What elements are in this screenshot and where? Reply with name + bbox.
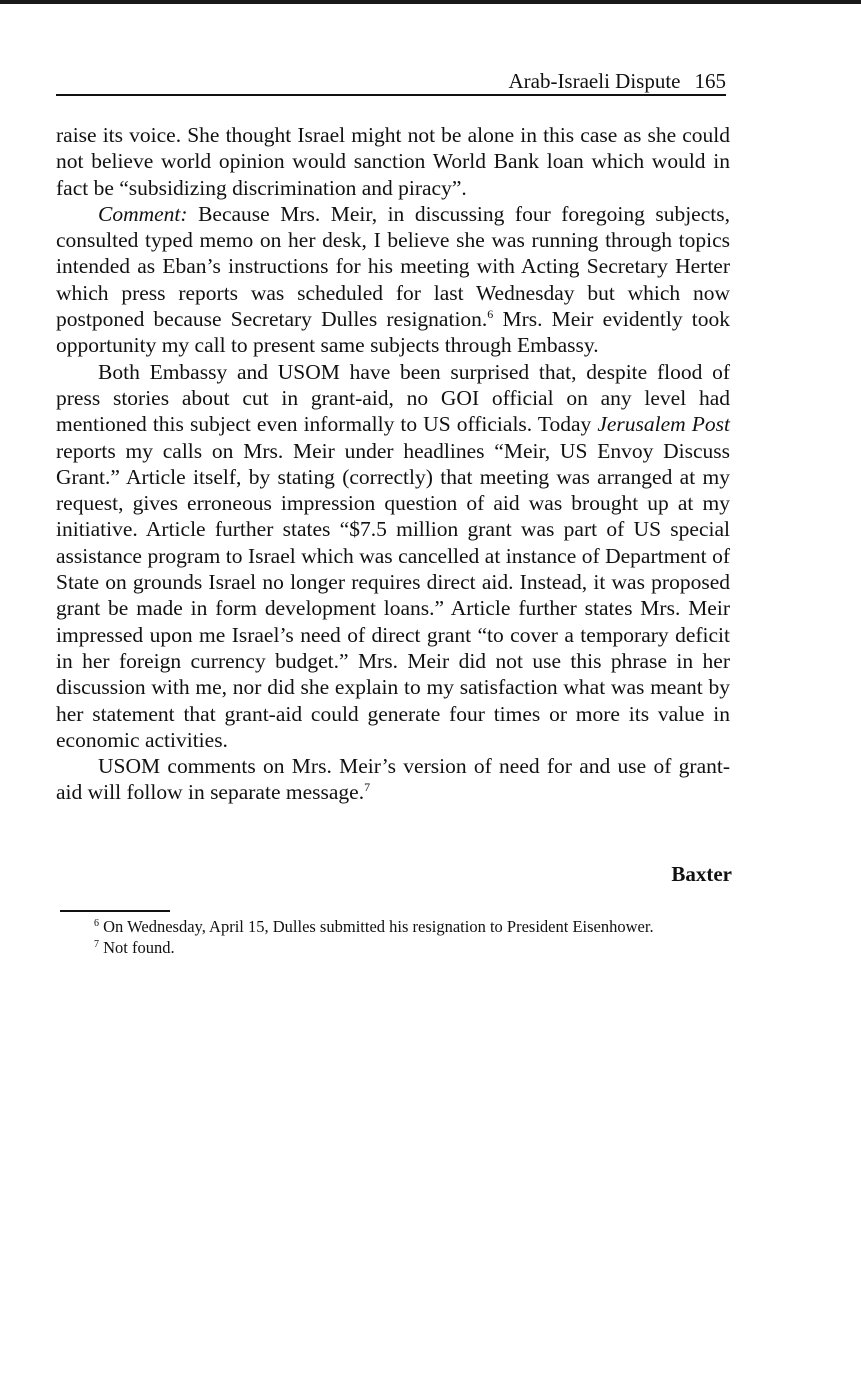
- footnote-7: [60, 937, 732, 958]
- running-header: [56, 68, 726, 96]
- paragraph-3-text-b: reports my calls on Mrs. Meir under headlines “Meir, US Envoy Discuss Grant.” Article itself, by stating (correctly) that meeting was arranged at my request, gives erroneous impression question of aid was brought up at my initiative. Article further states “$7.5 million grant was part of US special assistance program to Israel which was cancelled at instance of Department of State on grounds Israel no longer requires direct aid. Instead, it was proposed grant be made in form development loans.” Article further states Mrs. Meir impressed upon me Israel’s need of direct grant “to cover a temporary deficit in her foreign currency budget.” Mrs. Meir did not use this phrase in her discussion with me, nor did she explain to my satisfaction what was meant by her statement that grant-aid could generate four times or more its value in economic activities.: [56, 438, 730, 752]
- paragraph-2: [56, 201, 730, 359]
- footnote-mark: 6: [94, 918, 99, 929]
- running-title: Arab-Israeli Dispute: [508, 69, 681, 93]
- footnote-text: On Wednesday, April 15, Dulles submitted his resignation to President Eisenhower.: [103, 917, 654, 936]
- footnotes: [60, 916, 732, 958]
- page-top-edge: [0, 0, 861, 4]
- newspaper-title: Jerusalem Post: [597, 412, 730, 437]
- paragraph-4-text: USOM comments on Mrs. Meir’s version of need for and use of grant-aid will follow in separate message.: [56, 754, 730, 805]
- paragraph-3-text-a: Both Embassy and USOM have been surprised that, despite flood of press stories about cut in grant-aid, no GOI official on any level had mentioned this subject even informally to US officials. Today: [56, 359, 730, 437]
- footnote-ref-7: 7: [364, 780, 371, 795]
- signature: Baxter: [671, 862, 732, 886]
- footnote-6: [60, 916, 732, 937]
- footnote-text: Not found.: [103, 938, 175, 957]
- paragraph-1: raise its voice. She thought Israel might not be alone in this case as she could not believe world opinion would sanction World Bank loan which would in fact be “subsidizing discrimination and piracy”.: [56, 123, 730, 200]
- document-body: [56, 122, 730, 806]
- paragraph-4: [56, 753, 730, 806]
- footnote-mark: 7: [94, 939, 99, 950]
- paragraph-2-text-a: Because Mrs. Meir, in discussing four foregoing subjects, consulted typed memo on her desk, I believe she was running through topics intended as Eban’s instructions for his meeting with Acting Secretary Herter which press reports was scheduled for last Wednesday but which now postponed because Secretary Dulles resignation.: [56, 201, 730, 332]
- page-number: 165: [694, 69, 726, 93]
- footnote-ref-6: 6: [487, 307, 494, 322]
- paragraph-3: [56, 359, 730, 753]
- comment-label: Comment:: [98, 201, 188, 226]
- paragraph-2-text-b: Mrs. Meir evidently took opportunity my call to present same subjects through Embassy.: [56, 307, 730, 358]
- footnote-divider: [60, 910, 170, 912]
